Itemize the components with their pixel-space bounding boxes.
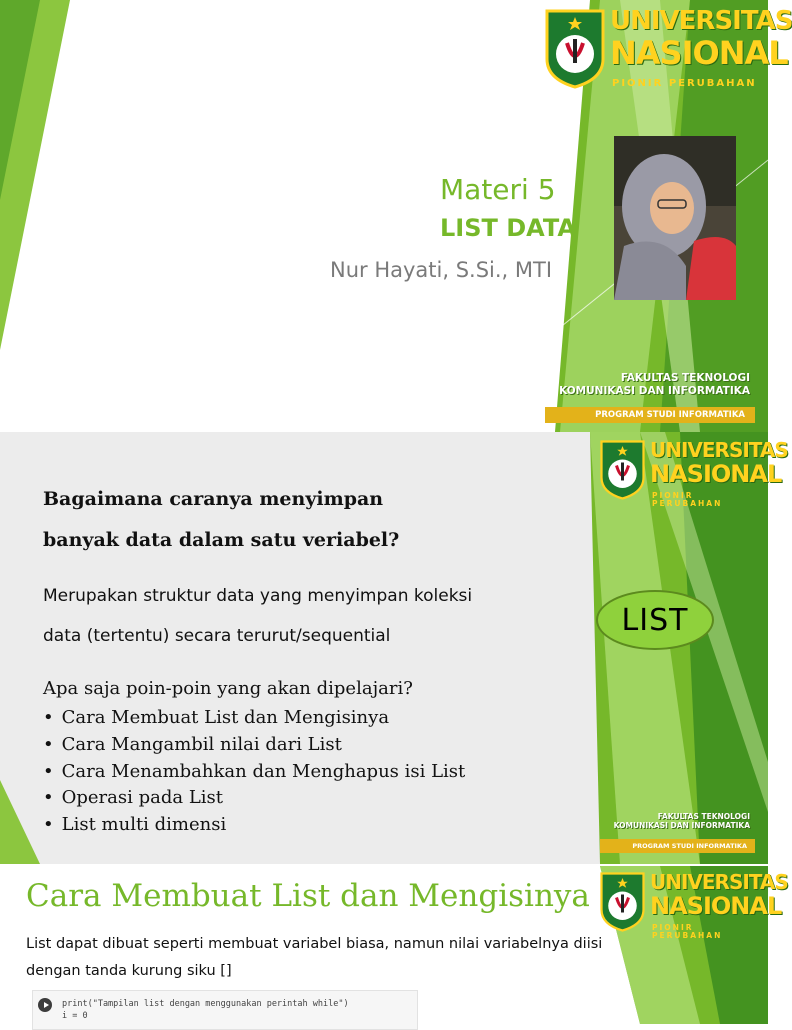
shield-emblem-icon <box>600 872 645 932</box>
university-name-line2: NASIONAL <box>610 34 788 72</box>
list-item: • Cara Menambahkan dan Menghapus isi List <box>43 759 583 786</box>
definition-line2: data (tertentu) secara terurut/sequential <box>43 626 391 646</box>
list-item: • Cara Mangambil nilai dari List <box>43 732 583 759</box>
code-line1: print("Tampilan list dengan menggunakan perintah while") <box>62 999 349 1009</box>
list-item: • Cara Membuat List dan Mengisinya <box>43 705 583 732</box>
body-text-line1: List dapat dibuat seperti membuat variabel biasa, namun nilai variabelnya diisi <box>26 936 603 952</box>
university-tagline: PIONIR PERUBAHAN <box>652 491 723 508</box>
body-text-line2: dengan tanda kurung siku [] <box>26 963 232 979</box>
university-name-line2: NASIONAL <box>650 460 782 488</box>
university-name-line1: UNIVERSITAS <box>610 6 792 36</box>
code-line2: i = 0 <box>62 1011 88 1021</box>
university-name-line2: NASIONAL <box>650 892 782 920</box>
faculty-name <box>560 812 750 831</box>
play-icon[interactable] <box>38 998 52 1012</box>
university-tagline: PIONIR PERUBAHAN <box>612 78 757 89</box>
list-oval-badge <box>596 590 714 650</box>
faculty-name <box>520 372 750 398</box>
faculty-line1: FAKULTAS TEKNOLOGI <box>657 812 750 821</box>
points-heading: Apa saja poin-poin yang akan dipelajari? <box>43 678 413 699</box>
university-name-line1: UNIVERSITAS <box>650 438 788 462</box>
program-banner: PROGRAM STUDI INFORMATIKA <box>600 839 755 853</box>
lecture-subtitle: LIST DATA <box>440 214 576 242</box>
list-item: • Operasi pada List <box>43 785 583 812</box>
shield-emblem-icon <box>600 440 645 500</box>
faculty-line2: KOMUNIKASI DAN INFORMATIKA <box>559 385 750 398</box>
university-name-line1: UNIVERSITAS <box>650 870 788 894</box>
code-cell <box>32 990 418 1030</box>
university-logo <box>600 440 645 504</box>
question-line1: Bagaimana caranya menyimpan <box>43 488 384 510</box>
university-tagline: PIONIR PERUBAHAN <box>652 923 723 940</box>
university-logo <box>600 872 645 936</box>
lecture-title: Materi 5 <box>440 173 556 206</box>
university-logo <box>545 9 605 93</box>
faculty-line2: KOMUNIKASI DAN INFORMATIKA <box>613 821 750 831</box>
title-slide <box>0 0 792 432</box>
shield-emblem-icon <box>545 9 605 89</box>
faculty-line1: FAKULTAS TEKNOLOGI <box>620 372 750 384</box>
list-item: • List multi dimensi <box>43 812 583 839</box>
author-name: Nur Hayati, S.Si., MTI <box>330 258 553 282</box>
program-banner: PROGRAM STUDI INFORMATIKA <box>545 407 755 423</box>
slide-title: Cara Membuat List dan Mengisinya <box>26 878 590 914</box>
presenter-photo <box>614 136 736 300</box>
points-list <box>43 705 583 839</box>
question-line2: banyak data dalam satu veriabel? <box>43 529 400 551</box>
list-oval-label: LIST <box>621 602 689 638</box>
definition-line1: Merupakan struktur data yang menyimpan koleksi <box>43 586 473 606</box>
